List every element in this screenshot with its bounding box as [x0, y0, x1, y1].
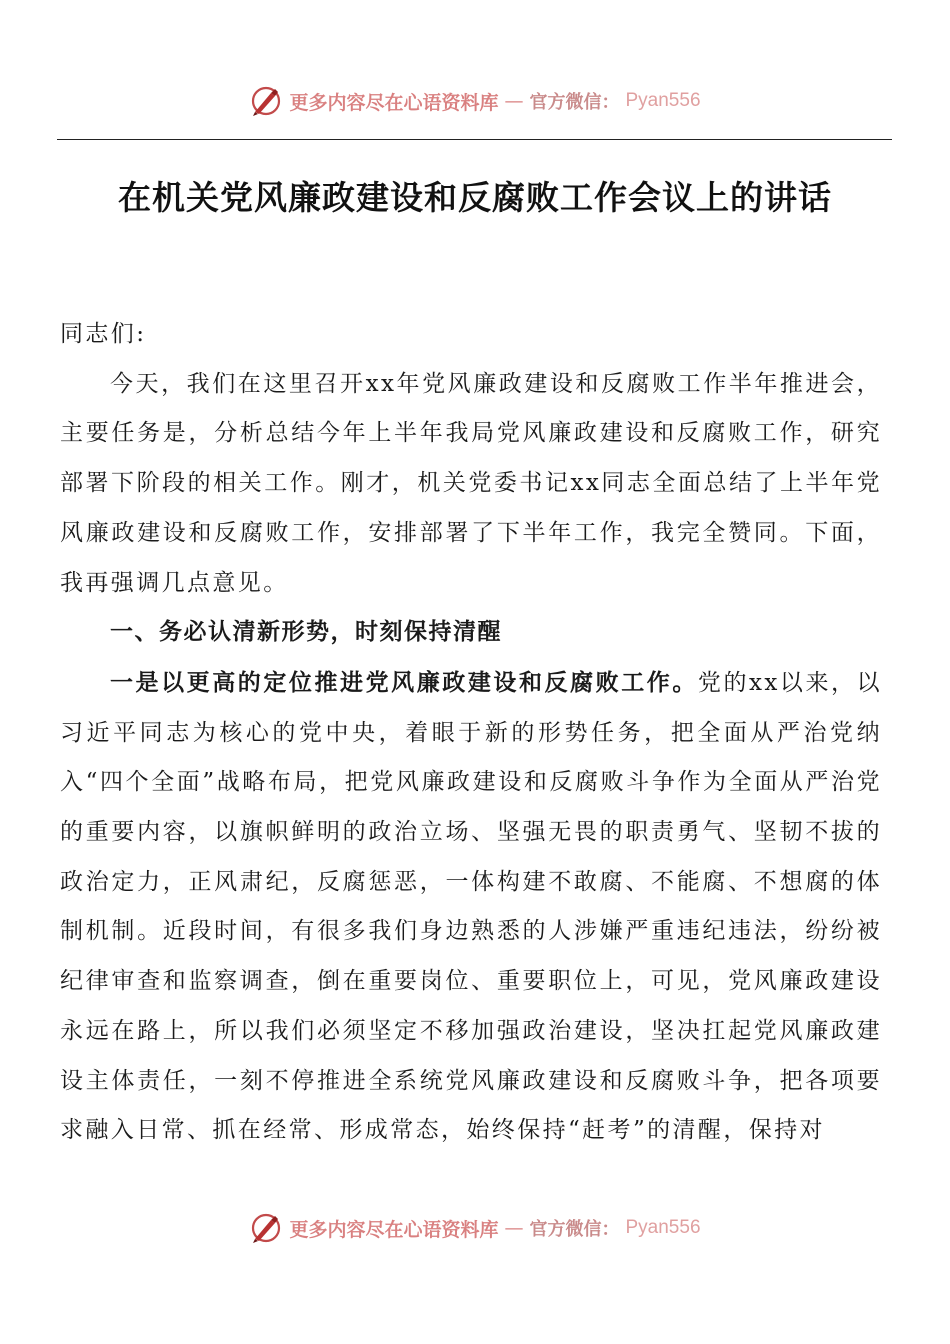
footer-wechat-id: Pyan556: [625, 1217, 701, 1238]
footer-wechat-label: 官方微信：: [529, 1219, 620, 1240]
point-one-paragraph: [60, 658, 882, 1156]
header-wechat-label: 官方微信：: [529, 92, 620, 113]
header-separator: —: [504, 90, 524, 112]
footer-separator: —: [504, 1217, 524, 1239]
header-banner: [0, 84, 950, 118]
header-divider: [57, 139, 892, 140]
document-title: 在机关党风廉政建设和反腐败工作会议上的讲话: [118, 178, 832, 217]
header-brand-text: 更多内容尽在心语资料库: [289, 91, 499, 114]
footer-brand-text: 更多内容尽在心语资料库: [289, 1218, 499, 1241]
header-wechat-id: Pyan556: [625, 90, 701, 111]
point-one-lead: 一是以更高的定位推进党风廉政建设和反腐败工作。: [110, 668, 698, 696]
pen-logo-icon: [249, 1211, 283, 1245]
intro-paragraph: 今天，我们在这里召开xx年党风廉政建设和反腐败工作半年推进会，主要任务是，分析总结今年上半年我局党风廉政建设和反腐败工作，研究部署下阶段的相关工作。刚才，机关党委书记xx同志全面总结了上半年党风廉政建设和反腐败工作，安排部署了下半年工作，我完全赞同。下面，我再强调几点意见。: [60, 370, 882, 596]
footer-banner: [0, 1211, 950, 1245]
document-body: [60, 310, 882, 1156]
point-one-body: 党的xx以来，以习近平同志为核心的党中央，着眼于新的形势任务，把全面从严治党纳入“四个全面”战略布局，把党风廉政建设和反腐败斗争作为全面从严治党的重要内容，以旗帜鲜明的政治立场、坚强无畏的职责勇气、坚韧不拔的政治定力，正风肃纪，反腐惩恶，一体构建不敢腐、不能腐、不想腐的体制机制。近段时间，有很多我们身边熟悉的人涉嫌严重违纪违法，纷纷被纪律审查和监察调查，倒在重要岗位、重要职位上，可见，党风廉政建设永远在路上，所以我们必须坚定不移加强政治建设，坚决扛起党风廉政建设主体责任，一刻不停推进全系统党风廉政建设和反腐败斗争，把各项要求融入日常、抓在经常、形成常态，始终保持“赶考”的清醒，保持对: [60, 669, 882, 1144]
salutation: 同志们:: [60, 321, 147, 347]
section-heading: 一、务必认清新形势，时刻保持清醒: [110, 619, 502, 646]
pen-logo-icon: [249, 84, 283, 118]
